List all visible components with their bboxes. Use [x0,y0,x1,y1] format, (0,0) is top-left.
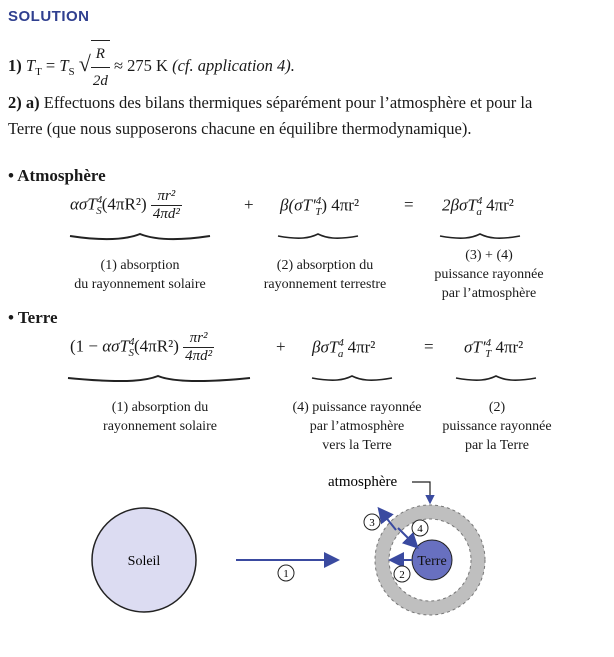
atm-cap2-line1: (2) absorption du [276,258,374,273]
soleil-label: Soleil [127,554,161,569]
atm-term1-left: ασT [70,194,97,214]
atm-caption-1 [60,256,220,294]
terre-term1: (1 − ασT$^4_S$(4πR²) $\frac{\text{πr²}}{\text{4πd²}}$ [70,330,213,364]
atm-cap1-line2: du rayonnement solaire [74,277,206,292]
terre-title: • Terre [8,308,58,327]
atm-cap3-line1: (3) + (4) [465,248,513,263]
q2-text-line2: Terre (que nous supposerons chacune en équilibre thermodynamique). [8,119,472,138]
atm-term3-text: 2βσT [442,195,477,215]
terre-term3: $\sigma T'^4_T$ 4πr² [464,337,524,361]
q1-line [8,40,295,94]
q1-number: 1) [8,55,22,75]
terre-plus: + [276,337,286,356]
atm-brace-3 [440,234,520,238]
q1-sub-s: S [68,66,75,79]
atm-term3: 2βσT$^4_a$ 4πr² [442,195,514,219]
num2-text: 2 [399,569,405,581]
terre-cap3-line1: (2) [488,400,506,415]
terre-brace-3 [456,376,536,380]
q1-sub-t: T [35,66,42,79]
q1-approx: ≈ 275 K [114,55,168,75]
q1-frac-den: 2d [92,73,108,89]
terre-brace-1 [68,376,250,381]
q2-letter: a) [25,93,40,112]
terre-label: Terre [417,554,447,569]
atm-term1: ασT$^4_S$(4πR²) $\frac{\text{πr²}}{\text{4πd²}}$ [70,188,180,222]
terre-term2-text: βσT [312,337,339,357]
num4-text: 4 [417,523,423,535]
atm-term2-end: ) 4πr² [321,195,360,215]
terre-caption-2 [282,398,432,455]
terre-cap2-line3: vers la Terre [322,438,392,453]
terre-cap3-line2: puissance rayonnée [442,419,552,434]
q2-number: 2) [8,93,22,112]
terre-cap2-line2: par l’atmosphère [309,419,405,434]
q1-eq: = [45,55,56,75]
atm-frac-num: πr² [151,188,182,206]
terre-cap3-line3: par la Terre [464,438,530,453]
terre-term1-fraction [183,330,214,365]
terre-caption-3 [422,398,572,455]
atm-cap1-line1: (1) absorption [100,258,180,273]
solution-heading: SOLUTION [8,8,90,25]
terre-cap1-line2: rayonnement solaire [103,419,217,434]
energy-diagram [0,460,614,657]
terre-cap2-line1: (4) puissance rayonnée [292,400,422,415]
q2-paragraph [8,90,608,142]
atm-plus: + [244,195,254,214]
sqrt-symbol: √ [78,50,91,76]
terre-underbraces [0,372,614,392]
q1-lhs: T [25,55,36,75]
terre-term2-end: 4πr² [347,337,376,357]
terre-term1-left: ασT [102,336,130,356]
atm-cap3-line2: puissance rayonnée [434,267,544,282]
terre-frac-num: πr² [183,330,214,348]
q1-fraction [91,40,110,94]
terre-caption-1 [80,398,240,436]
q2-text-line1: Effectuons des bilans thermiques séparément pour l’atmosphère et pour la [43,93,533,112]
terre-term2: βσT$^4_a$ 4πr² [312,337,376,361]
atm-term2: $\beta(\sigma T'^4_T)$ 4πr² [280,195,360,219]
atm-caption-3 [414,246,564,303]
atm-frac-den: 4πd² [152,206,180,222]
num1-text: 1 [283,568,289,580]
terre-cap1-line1: (1) absorption du [111,400,209,415]
atm-caption-2 [250,256,400,294]
terre-term3-end: 4πr² [495,337,524,357]
atm-brace-2 [278,234,358,238]
atm-cap2-line2: rayonnement terrestre [263,277,387,292]
q1-frac-num: R [91,41,110,68]
terre-frac-den: 4πd² [185,348,213,364]
atm-term2-text: β(σT′ [280,195,316,215]
atm-cap3-line3: par l’atmosphère [441,286,537,301]
atm-term3-end: 4πr² [486,195,514,215]
atmosphere-title: • Atmosphère [8,166,106,185]
terre-equals: = [424,337,434,356]
q1-ts: T [59,55,69,75]
terre-term1-right: (4πR²) [134,336,179,356]
terre-term3-text: σT′ [464,337,486,357]
atm-equals: = [404,195,414,214]
num3-text: 3 [369,517,375,529]
atmosphere-pointer [412,482,430,502]
q1-ref: (cf. application 4). [172,55,295,75]
atmosphere-label: atmosphère [328,474,398,490]
terre-brace-2 [312,376,392,380]
atm-brace-1 [70,234,210,239]
atm-term1-fraction [151,188,182,223]
atm-term1-right: (4πR²) [101,194,147,214]
